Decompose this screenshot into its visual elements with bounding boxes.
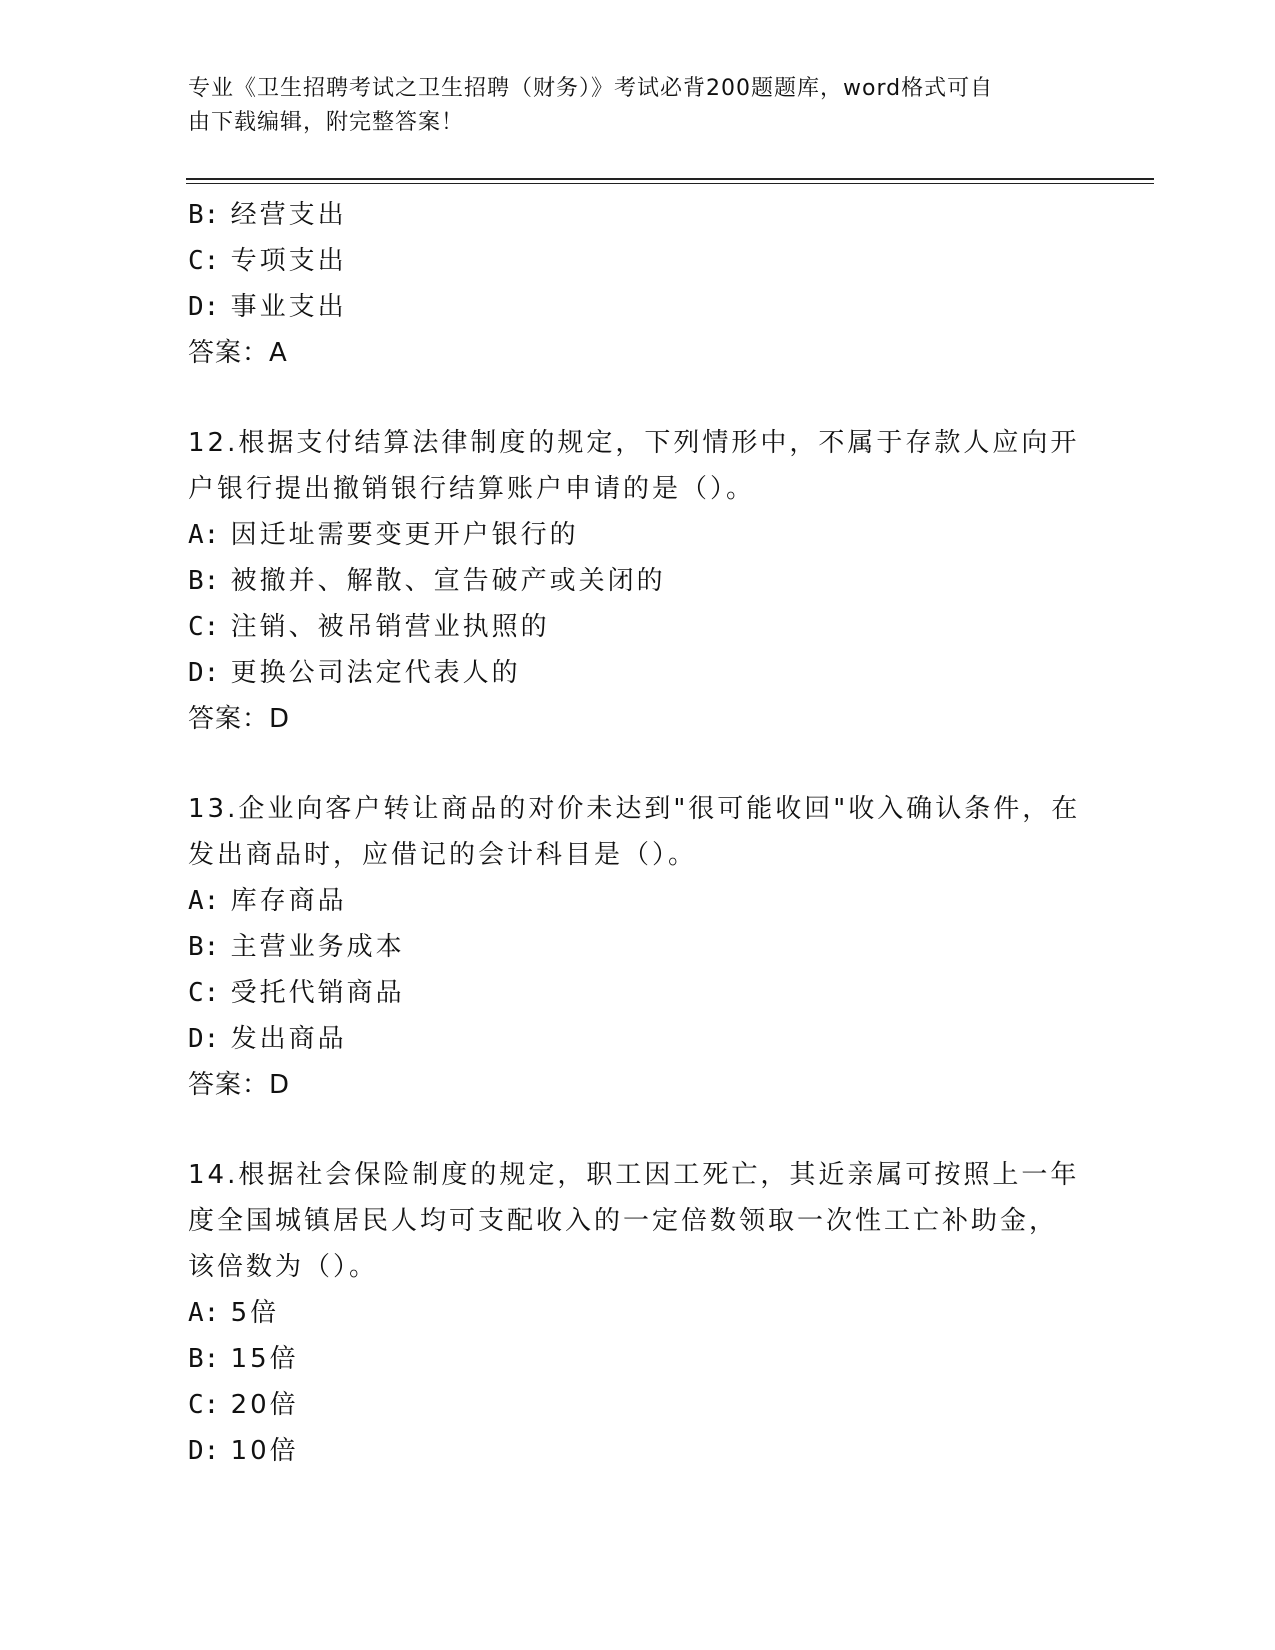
option-d xyxy=(188,1428,1088,1474)
option-letter: C: xyxy=(188,978,220,1008)
option-text: 专项支出 xyxy=(230,246,347,276)
question-11-tail xyxy=(188,192,1088,376)
option-d xyxy=(188,1016,1088,1062)
option-text: 更换公司法定代表人的 xyxy=(230,658,521,688)
option-text: 15倍 xyxy=(230,1344,299,1374)
question-gap xyxy=(188,376,1088,420)
option-text: 受托代销商品 xyxy=(230,978,405,1008)
option-text: 库存商品 xyxy=(230,886,347,916)
option-letter: B: xyxy=(188,1344,220,1374)
option-text: 被撤并、解散、宣告破产或关闭的 xyxy=(230,566,666,596)
option-c xyxy=(188,970,1088,1016)
header-rule-thick xyxy=(186,178,1154,180)
answer-line: 答案：D xyxy=(188,1070,291,1100)
document-header xyxy=(188,72,1068,140)
option-letter: A: xyxy=(188,886,220,916)
option-letter: C: xyxy=(188,612,220,642)
question-14 xyxy=(188,1152,1088,1474)
header-line-1: 专业《卫生招聘考试之卫生招聘（财务）》考试必背200题题库，word格式可自 xyxy=(188,76,994,101)
question-gap xyxy=(188,742,1088,786)
option-b xyxy=(188,924,1088,970)
option-letter: C: xyxy=(188,1390,220,1420)
option-b xyxy=(188,1336,1088,1382)
option-letter: D: xyxy=(188,1436,220,1466)
question-stem: 13.企业向客户转让商品的对价未达到"很可能收回"收入确认条件，在 xyxy=(188,794,1081,824)
option-letter: C: xyxy=(188,246,220,276)
header-rule-thin xyxy=(186,183,1154,184)
option-letter: D: xyxy=(188,292,220,322)
option-text: 5倍 xyxy=(230,1298,280,1328)
question-stem: 户银行提出撤销银行结算账户申请的是（）。 xyxy=(188,474,756,504)
option-text: 发出商品 xyxy=(230,1024,347,1054)
question-stem: 度全国城镇居民人均可支配收入的一定倍数领取一次性工亡补助金， xyxy=(188,1206,1059,1236)
question-13 xyxy=(188,786,1088,1108)
option-letter: D: xyxy=(188,1024,220,1054)
option-a xyxy=(188,1290,1088,1336)
option-a xyxy=(188,512,1088,558)
option-c xyxy=(188,604,1088,650)
option-letter: B: xyxy=(188,932,220,962)
option-c xyxy=(188,238,1088,284)
option-a xyxy=(188,878,1088,924)
header-line-2: 由下载编辑，附完整答案！ xyxy=(188,110,465,135)
option-text: 10倍 xyxy=(230,1436,299,1466)
option-b xyxy=(188,558,1088,604)
option-text: 事业支出 xyxy=(230,292,347,322)
option-letter: B: xyxy=(188,200,220,230)
question-stem: 14.根据社会保险制度的规定，职工因工死亡，其近亲属可按照上一年 xyxy=(188,1160,1080,1190)
option-text: 经营支出 xyxy=(230,200,347,230)
option-text: 因迁址需要变更开户银行的 xyxy=(230,520,579,550)
option-d xyxy=(188,650,1088,696)
option-letter: A: xyxy=(188,1298,220,1328)
option-text: 主营业务成本 xyxy=(230,932,405,962)
option-d xyxy=(188,284,1088,330)
question-content xyxy=(188,192,1088,1474)
option-letter: D: xyxy=(188,658,220,688)
option-letter: B: xyxy=(188,566,220,596)
question-stem: 该倍数为（）。 xyxy=(188,1252,379,1282)
question-gap xyxy=(188,1108,1088,1152)
question-12 xyxy=(188,420,1088,742)
option-b xyxy=(188,192,1088,238)
question-stem: 发出商品时，应借记的会计科目是（）。 xyxy=(188,840,698,870)
option-letter: A: xyxy=(188,520,220,550)
option-text: 注销、被吊销营业执照的 xyxy=(230,612,550,642)
answer-line: 答案：D xyxy=(188,704,291,734)
question-stem: 12.根据支付结算法律制度的规定，下列情形中，不属于存款人应向开 xyxy=(188,428,1080,458)
option-c xyxy=(188,1382,1088,1428)
answer-line: 答案：A xyxy=(188,338,288,368)
option-text: 20倍 xyxy=(230,1390,299,1420)
